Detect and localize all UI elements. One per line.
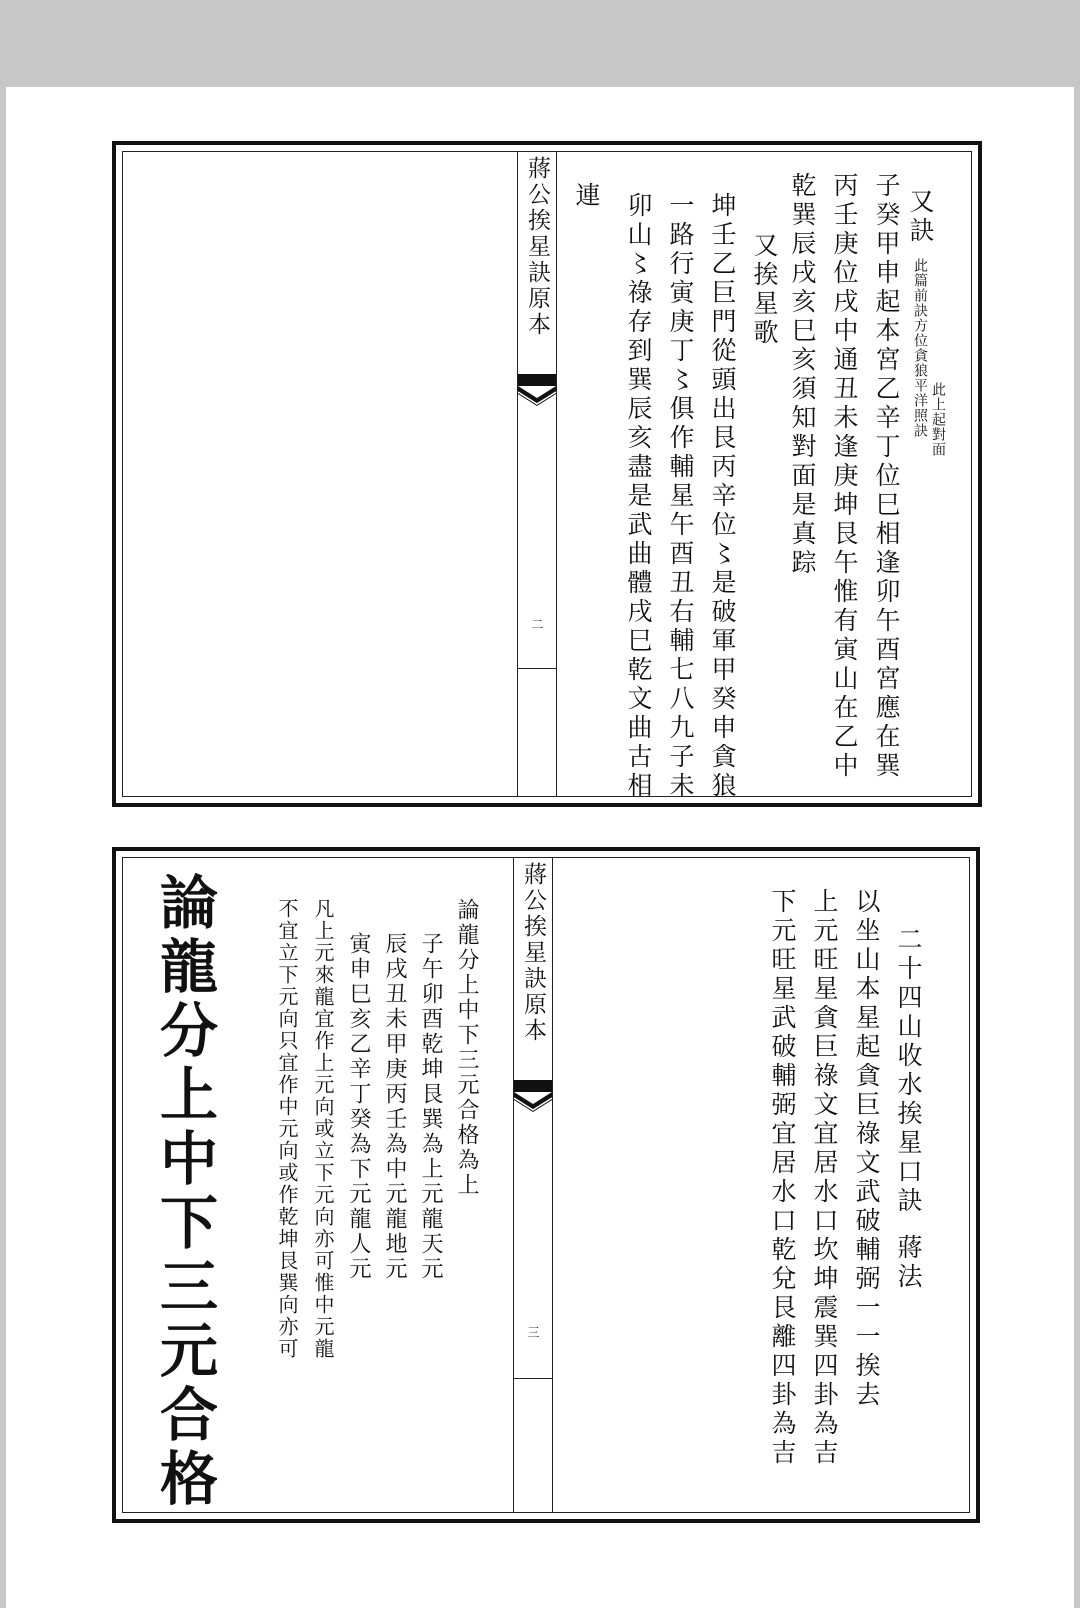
top-col-5: 又挨星歌 bbox=[750, 232, 779, 348]
bottom-spine bbox=[513, 858, 553, 1512]
bottom-spine-rule bbox=[514, 1378, 552, 1379]
bottom-right-col-1 bbox=[893, 926, 923, 1292]
top-col-4: 乾巽辰戌亥巳亥須知對面是真踪 bbox=[788, 172, 817, 578]
top-col-1-note2 bbox=[923, 382, 953, 457]
bottom-left-col-5: 凡上元來龍宜作上元向或立下元向亦可惟中元龍 bbox=[311, 898, 335, 1360]
top-spine bbox=[517, 152, 557, 796]
bottom-left-col-6: 不宜立下元向只宜作中元向或作乾坤艮巽向亦可 bbox=[275, 898, 299, 1360]
top-col-6: 坤壬乙巨門從頭出艮丙辛位〻是破軍甲癸申貪狼 bbox=[708, 192, 737, 801]
top-col-3: 丙壬庚位戌中通丑未逢庚坤艮午惟有寅山在乙中 bbox=[830, 172, 859, 781]
top-page-inner-border bbox=[122, 151, 972, 801]
top-page-number: 二 bbox=[530, 618, 544, 630]
bottom-left-col-1: 論龍分上中下三元合格為上 bbox=[454, 898, 479, 1198]
top-col-2: 子癸甲申起本宮乙辛丁位巳相逢卯午酉宮應在巽 bbox=[872, 172, 901, 781]
bottom-right-col-1-text: 二十四山收水挨星口訣 bbox=[894, 926, 923, 1216]
fishtail-mark bbox=[518, 374, 556, 408]
scanned-sheet bbox=[6, 87, 1074, 1608]
bottom-left-col-3: 辰戌丑未甲庚丙壬為中元龍地元 bbox=[382, 932, 407, 1282]
chapter-heading: 論龍分上中下三元合格 bbox=[150, 872, 218, 1512]
fishtail-mark bbox=[514, 1080, 552, 1114]
top-col-9: 連 bbox=[572, 182, 601, 211]
top-page-frame bbox=[112, 141, 982, 807]
top-spine-rule bbox=[518, 668, 556, 669]
bottom-left-col-4: 寅申巳亥乙辛丁癸為下元龍人元 bbox=[346, 932, 371, 1282]
bottom-page-number: 三 bbox=[526, 1326, 540, 1338]
bottom-left-col-2: 子午卯酉乾坤艮巽為上元龍天元 bbox=[418, 932, 443, 1282]
bottom-right-col-1-note: 蔣法 bbox=[894, 1233, 923, 1292]
top-spine-title: 蔣公挨星訣原本 bbox=[524, 156, 550, 338]
bottom-spine-title: 蔣公挨星訣原本 bbox=[520, 862, 546, 1044]
top-col-1-note: 此篇前訣方位貪狼平洋照訣 bbox=[912, 257, 928, 438]
top-col-1-note2-text: 此上起對面 bbox=[930, 382, 946, 457]
top-col-7: 一路行寅庚丁〻俱作輔星午酉丑右輔七八九子未 bbox=[666, 192, 695, 801]
bottom-right-col-3: 上元旺星貪巨祿文宜居水口坎坤震巽四卦為吉 bbox=[810, 888, 839, 1468]
bottom-page-inner-border bbox=[122, 857, 970, 1513]
top-col-1-text: 又訣 bbox=[906, 188, 935, 246]
bottom-right-col-4: 下元旺星武破輔弼宜居水口乾兌艮離四卦為吉 bbox=[768, 888, 797, 1468]
bottom-page-frame bbox=[112, 847, 980, 1523]
top-col-8: 卯山〻祿存到巽辰亥盡是武曲體戌巳乾文曲古相 bbox=[624, 192, 653, 801]
bottom-right-col-2: 以坐山本星起貪巨祿文武破輔弼一一挨去 bbox=[852, 888, 881, 1410]
